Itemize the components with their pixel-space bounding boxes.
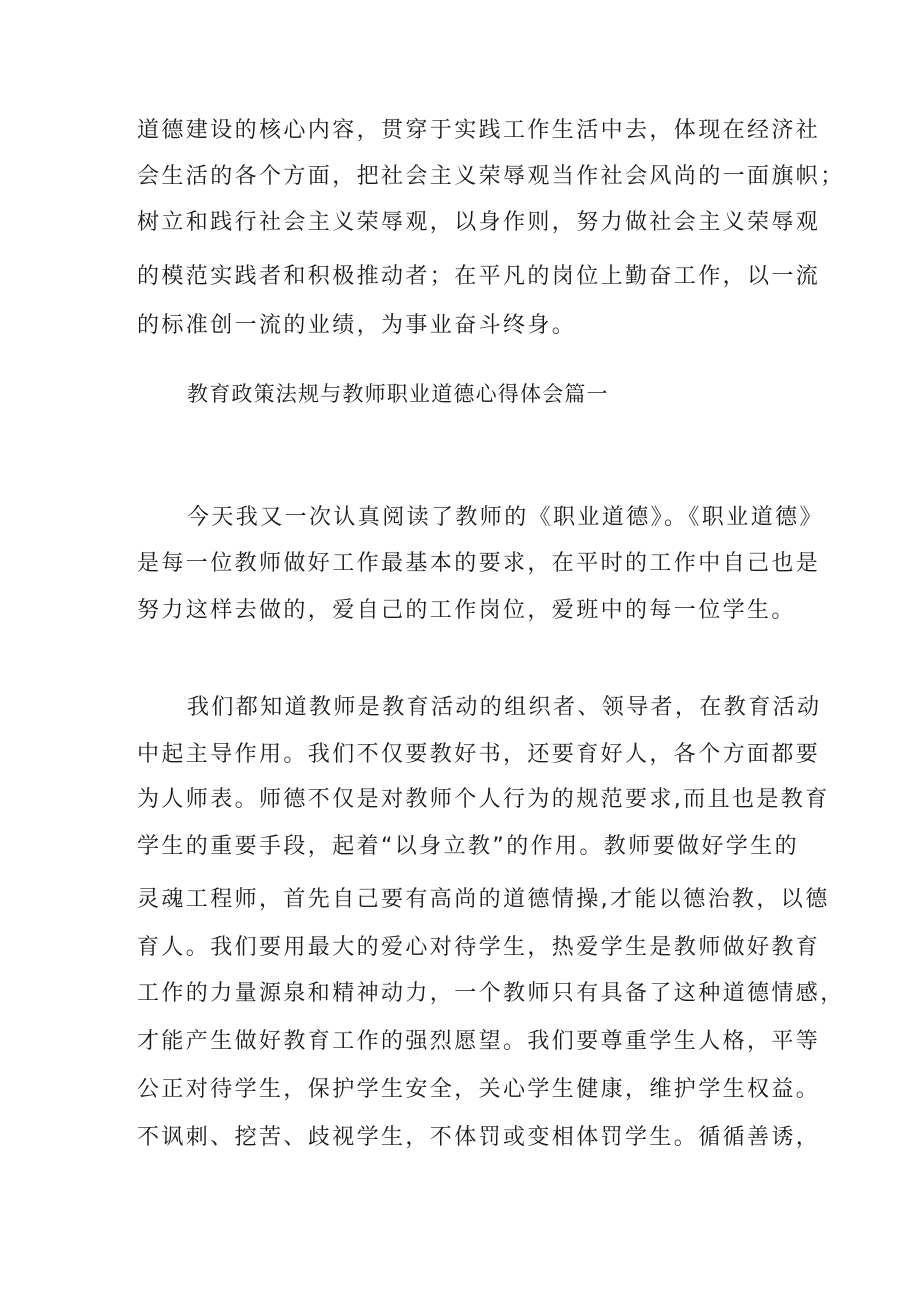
paragraph-3-line-7: 工作的力量源泉和精神动力，一个教师只有具备了这种道德情感， bbox=[137, 981, 845, 1006]
paragraph-1-line-3: 树立和践行社会主义荣辱观，以身作则，努力做社会主义荣辱观 bbox=[137, 210, 821, 235]
paragraph-3-line-1: 我们都知道教师是教育活动的组织者、领导者，在教育活动 bbox=[187, 695, 822, 720]
paragraph-3-line-6: 育人。我们要用最大的爱心对待学生，热爱学生是教师做好教育 bbox=[137, 935, 821, 960]
paragraph-1-line-4: 的模范实践者和积极推动者；在平凡的岗位上勤奋工作，以一流 bbox=[137, 264, 821, 289]
paragraph-2-line-1: 今天我又一次认真阅读了教师的《职业道德》。《职业道德》 bbox=[187, 505, 824, 530]
section-heading: 教育政策法规与教师职业道德心得体会篇一 bbox=[187, 382, 609, 406]
paragraph-3-line-2: 中起主导作用。我们不仅要教好书，还要育好人，各个方面都要 bbox=[137, 742, 821, 767]
paragraph-1-line-1: 道德建设的核心内容，贯穿于实践工作生活中去，体现在经济社 bbox=[137, 118, 821, 143]
paragraph-3-line-5: 灵魂工程师，首先自己要有高尚的道德情操,才能以德治教，以德 bbox=[137, 887, 830, 912]
paragraph-3-line-4: 学生的重要手段，起着“以身立教”的作用。教师要做好学生的 bbox=[137, 834, 799, 859]
paragraph-1-line-2: 会生活的各个方面，把社会主义荣辱观当作社会风尚的一面旗帜； bbox=[137, 164, 845, 189]
paragraph-3-line-8: 才能产生做好教育工作的强烈愿望。我们要尊重学生人格，平等 bbox=[137, 1029, 821, 1054]
paragraph-2-line-2: 是每一位教师做好工作最基本的要求，在平时的工作中自己也是 bbox=[137, 551, 821, 576]
paragraph-2-line-3: 努力这样去做的，爱自己的工作岗位，爱班中的每一位学生。 bbox=[137, 598, 796, 623]
paragraph-3-line-9: 公正对待学生，保护学生安全，关心学生健康，维护学生权益。 bbox=[137, 1077, 821, 1102]
paragraph-1-line-5: 的标准创一流的业绩，为事业奋斗终身。 bbox=[137, 313, 577, 338]
paragraph-3-line-10: 不讽刺、挖苦、歧视学生，不体罚或变相体罚学生。循循善诱， bbox=[137, 1125, 821, 1150]
paragraph-3-line-3: 为人师表。师德不仅是对教师个人行为的规范要求,而且也是教育 bbox=[137, 787, 830, 812]
